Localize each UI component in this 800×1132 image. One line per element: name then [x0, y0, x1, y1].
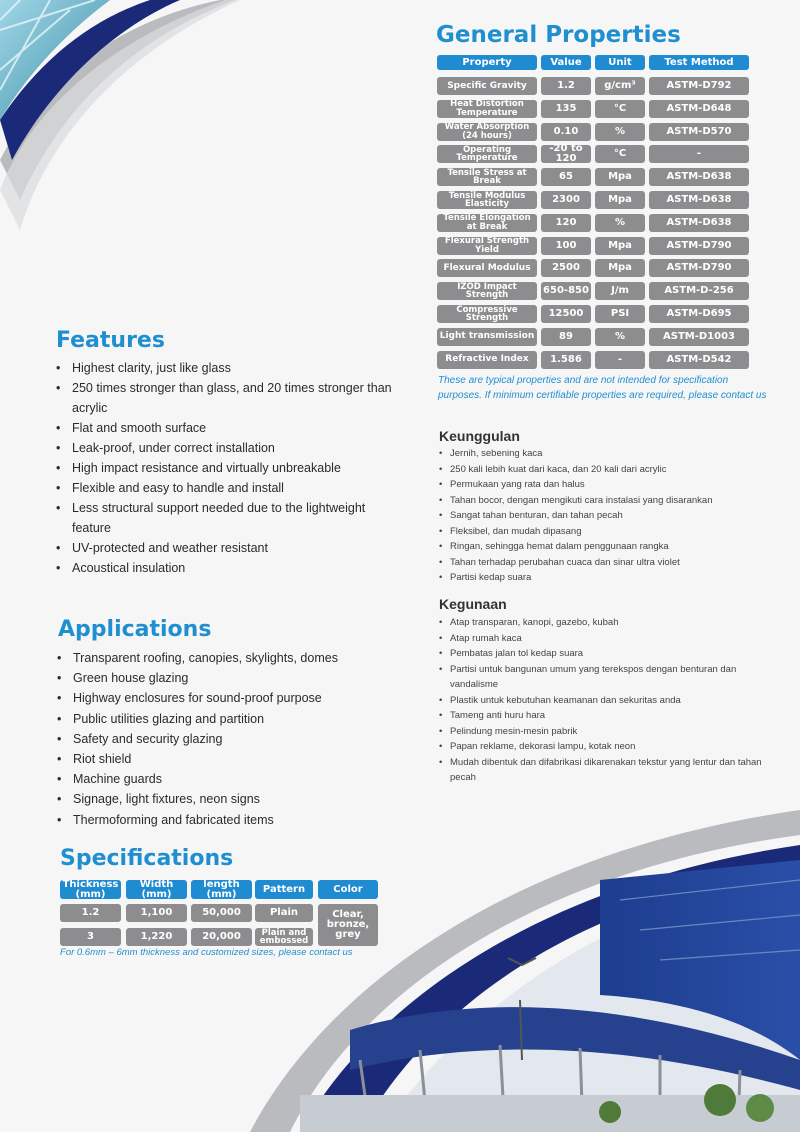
- list-item: • Partisi untuk bangunan umum yang terekspos dengan benturan dan vandalisme: [438, 662, 778, 693]
- header-unit: Unit: [595, 55, 645, 70]
- cell-property: Flexural Modulus: [437, 259, 537, 277]
- cell-unit: J/m: [595, 282, 645, 300]
- list-item: • 250 kali lebih kuat dari kaca, dan 20 kali dari acrylic: [438, 462, 778, 478]
- header-test-method: Test Method: [649, 55, 749, 70]
- specifications-note: For 0.6mm – 6mm thickness and customized sizes, please contact us: [60, 947, 353, 958]
- keunggulan-title: Keunggulan: [439, 428, 520, 444]
- list-item: • Public utilities glazing and partition: [55, 709, 375, 729]
- cell-unit: Mpa: [595, 237, 645, 255]
- cell-property: Tensile Elongation at Break: [437, 214, 537, 232]
- list-item: • Jernih, sebening kaca: [438, 446, 778, 462]
- list-item: • Riot shield: [55, 749, 375, 769]
- applications-list: [55, 648, 375, 830]
- cell-property: Tensile Modulus Elasticity: [437, 191, 537, 209]
- list-item: • Partisi kedap suara: [438, 570, 778, 586]
- cell-test-method: ASTM-D792: [649, 77, 749, 95]
- cell-color: Clear, bronze, grey: [318, 904, 378, 946]
- cell-property: Refractive Index: [437, 351, 537, 369]
- list-item: • Atap rumah kaca: [438, 631, 778, 647]
- list-item: • Fleksibel, dan mudah dipasang: [438, 524, 778, 540]
- list-item: • Plastik untuk kebutuhan keamanan dan sekuritas anda: [438, 693, 778, 709]
- cell-property: Heat Distortion Temperature: [437, 100, 537, 118]
- cell-unit: %: [595, 328, 645, 346]
- header-value: Value: [541, 55, 591, 70]
- cell-value: 1.586: [541, 351, 591, 369]
- cell-thickness: 3: [60, 928, 121, 946]
- cell-property: Water Absorption (24 hours): [437, 123, 537, 141]
- cell-value: 2500: [541, 259, 591, 277]
- list-item: • Pelindung mesin-mesin pabrik: [438, 724, 778, 740]
- cell-test-method: ASTM-D648: [649, 100, 749, 118]
- list-item: • Highway enclosures for sound-proof purpose: [55, 688, 375, 708]
- list-item: • 250 times stronger than glass, and 20 times stronger than acrylic: [54, 378, 394, 418]
- header-pattern: Pattern: [255, 880, 313, 899]
- list-item: • Permukaan yang rata dan halus: [438, 477, 778, 493]
- cell-property: Light transmission: [437, 328, 537, 346]
- cell-test-method: ASTM-D790: [649, 237, 749, 255]
- list-item: • Acoustical insulation: [54, 558, 394, 578]
- cell-unit: Mpa: [595, 259, 645, 277]
- general-properties-note: These are typical properties and are not intended for specification purposes. If minimum certifiable properties are required, please contact us: [438, 375, 767, 401]
- cell-unit: PSI: [595, 305, 645, 323]
- specifications-title: Specifications: [60, 846, 234, 871]
- cell-unit: g/cm³: [595, 77, 645, 95]
- cell-test-method: ASTM-D638: [649, 191, 749, 209]
- list-item: • Safety and security glazing: [55, 729, 375, 749]
- cell-test-method: ASTM-D790: [649, 259, 749, 277]
- list-item: • Thermoforming and fabricated items: [55, 810, 375, 830]
- list-item: • Tahan bocor, dengan mengikuti cara instalasi yang disarankan: [438, 493, 778, 509]
- cell-unit: -: [595, 351, 645, 369]
- keunggulan-list: [438, 446, 778, 586]
- cell-property: Specific Gravity: [437, 77, 537, 95]
- header-width: Width (mm): [126, 880, 187, 899]
- features-title: Features: [56, 328, 165, 353]
- list-item: • Machine guards: [55, 769, 375, 789]
- list-item: • Ringan, sehingga hemat dalam penggunaan rangka: [438, 539, 778, 555]
- list-item: • Green house glazing: [55, 668, 375, 688]
- cell-value: 2300: [541, 191, 591, 209]
- cell-test-method: -: [649, 145, 749, 163]
- header-length: length (mm): [191, 880, 252, 899]
- cell-value: -20 to 120: [541, 145, 591, 163]
- header-property: Property: [437, 55, 537, 70]
- cell-value: 12500: [541, 305, 591, 323]
- cell-property: Tensile Stress at Break: [437, 168, 537, 186]
- cell-value: 650-850: [541, 282, 591, 300]
- cell-property: IZOD Impact Strength: [437, 282, 537, 300]
- cell-property: Operating Temperature: [437, 145, 537, 163]
- cell-value: 65: [541, 168, 591, 186]
- list-item: • Leak-proof, under correct installation: [54, 438, 394, 458]
- header-thickness: Thickness (mm): [60, 880, 121, 899]
- cell-property: Flexural Strength Yield: [437, 237, 537, 255]
- cell-value: 120: [541, 214, 591, 232]
- cell-value: 100: [541, 237, 591, 255]
- cell-unit: °C: [595, 145, 645, 163]
- list-item: • Mudah dibentuk dan difabrikasi dikarenakan tekstur yang lentur dan tahan pecah: [438, 755, 778, 786]
- kegunaan-title: Kegunaan: [439, 596, 507, 612]
- list-item: • Flexible and easy to handle and install: [54, 478, 394, 498]
- list-item: • Signage, light fixtures, neon signs: [55, 789, 375, 809]
- cell-width: 1,100: [126, 904, 187, 922]
- list-item: • Papan reklame, dekorasi lampu, kotak neon: [438, 739, 778, 755]
- list-item: • High impact resistance and virtually unbreakable: [54, 458, 394, 478]
- list-item: • Tameng anti huru hara: [438, 708, 778, 724]
- cell-test-method: ASTM-D638: [649, 214, 749, 232]
- list-item: • Atap transparan, kanopi, gazebo, kubah: [438, 615, 778, 631]
- cell-length: 50,000: [191, 904, 252, 922]
- cell-test-method: ASTM-D1003: [649, 328, 749, 346]
- cell-unit: Mpa: [595, 191, 645, 209]
- cell-unit: %: [595, 214, 645, 232]
- cell-thickness: 1.2: [60, 904, 121, 922]
- features-list: [54, 358, 394, 578]
- cell-value: 1.2: [541, 77, 591, 95]
- cell-pattern: Plain and embossed: [255, 928, 313, 946]
- list-item: • Pembatas jalan tol kedap suara: [438, 646, 778, 662]
- cell-test-method: ASTM-D695: [649, 305, 749, 323]
- list-item: • Sangat tahan benturan, dan tahan pecah: [438, 508, 778, 524]
- kegunaan-list: [438, 615, 778, 786]
- cell-test-method: ASTM-D542: [649, 351, 749, 369]
- cell-test-method: ASTM-D-256: [649, 282, 749, 300]
- cell-value: 135: [541, 100, 591, 118]
- cell-unit: %: [595, 123, 645, 141]
- cell-value: 89: [541, 328, 591, 346]
- applications-title: Applications: [58, 617, 212, 642]
- list-item: • Less structural support needed due to the lightweight feature: [54, 498, 394, 538]
- cell-test-method: ASTM-D638: [649, 168, 749, 186]
- list-item: • Tahan terhadap perubahan cuaca dan sinar ultra violet: [438, 555, 778, 571]
- list-item: • Highest clarity, just like glass: [54, 358, 394, 378]
- general-properties-title: General Properties: [436, 22, 681, 48]
- cell-width: 1,220: [126, 928, 187, 946]
- cell-test-method: ASTM-D570: [649, 123, 749, 141]
- canopy-photo: [250, 810, 800, 1132]
- header-color: Color: [318, 880, 378, 899]
- cell-unit: °C: [595, 100, 645, 118]
- list-item: • UV-protected and weather resistant: [54, 538, 394, 558]
- cell-length: 20,000: [191, 928, 252, 946]
- list-item: • Transparent roofing, canopies, skylights, domes: [55, 648, 375, 668]
- cell-property: Compressive Strength: [437, 305, 537, 323]
- list-item: • Flat and smooth surface: [54, 418, 394, 438]
- cell-unit: Mpa: [595, 168, 645, 186]
- cell-pattern: Plain: [255, 904, 313, 922]
- cell-value: 0.10: [541, 123, 591, 141]
